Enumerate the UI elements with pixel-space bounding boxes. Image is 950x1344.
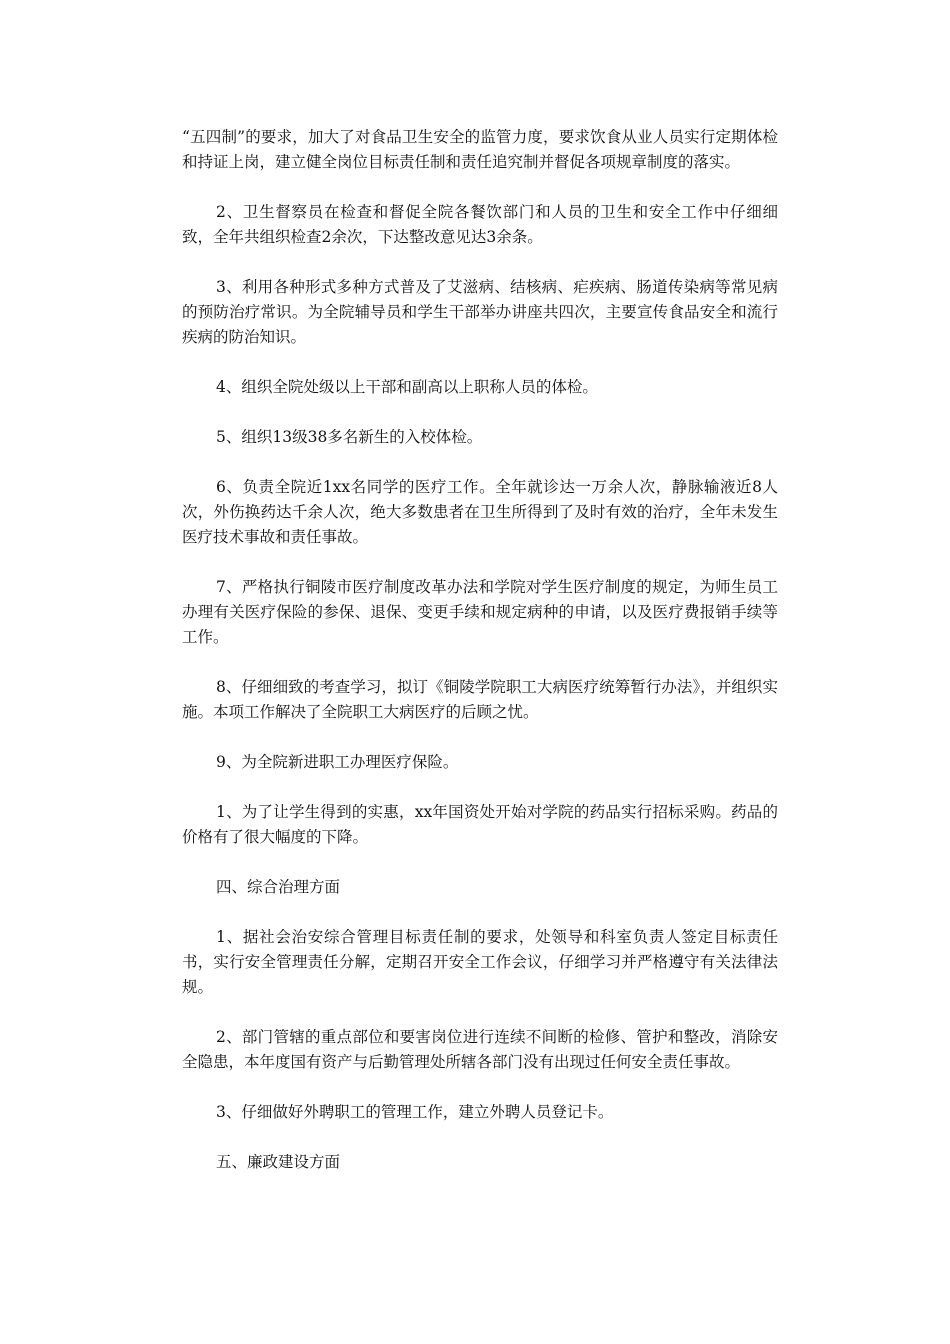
- document-body: [182, 125, 778, 1200]
- paragraph-item-4-staff-checkup: 4、组织全院处级以上干部和副高以上职称人员的体检。: [216, 378, 598, 396]
- paragraph-item-3-contract-staff: 3、仔细做好外聘职工的管理工作，建立外聘人员登记卡。: [216, 1103, 614, 1121]
- paragraph-item-1-drug-procurement: 1、为了让学生得到的实惠，xx年国资处开始对学院的药品实行招标采购。药品的价格有了很大幅度的下降。: [182, 803, 778, 846]
- paragraph-item-8-regulations: 8、仔细细致的考查学习，拟订《铜陵学院职工大病医疗统筹暂行办法》，并组织实施。本项工作解决了全院职工大病医疗的后顾之忧。: [182, 678, 778, 721]
- paragraph-item-1-security-responsibility: 1、据社会治安综合管理目标责任制的要求，处领导和科室负责人签定目标责任书，实行安全管理责任分解，定期召开安全工作会议，仔细学习并严格遵守有关法律法规。: [182, 928, 778, 996]
- paragraph-item-3-health-education: 3、利用各种形式多种方式普及了艾滋病、结核病、疟疾病、肠道传染病等常见病的预防治疗常识。为全院辅导员和学生干部举办讲座共四次，主要宣传食品安全和流行疾病的防治知识。: [182, 278, 778, 346]
- paragraph-item-6-medical-work: 6、负责全院近1xx名同学的医疗工作。全年就诊达一万余人次，静脉输液近8人次，外伤换药达千余人次，绝大多数患者在卫生所得到了及时有效的治疗，全年未发生医疗技术事故和责任事故。: [182, 478, 778, 546]
- paragraph-item-2-maintenance: 2、部门管辖的重点部位和要害岗位进行连续不间断的检修、管护和整改，消除安全隐患，本年度国有资产与后勤管理处所辖各部门没有出现过任何安全责任事故。: [182, 1028, 778, 1071]
- paragraph-item-2-inspection: 2、卫生督察员在检查和督促全院各餐饮部门和人员的卫生和安全工作中仔细细致，全年共组织检查2余次，下达整改意见达3余条。: [182, 203, 778, 246]
- paragraph-item-5-student-checkup: 5、组织13级38多名新生的入校体检。: [216, 428, 483, 446]
- paragraph-item-9-new-staff-insurance: 9、为全院新进职工办理医疗保险。: [216, 753, 459, 771]
- section-heading-integrity: 五、廉政建设方面: [216, 1153, 341, 1171]
- paragraph-continuation: “五四制”的要求，加大了对食品卫生安全的监管力度，要求饮食从业人员实行定期体检和持证上岗，建立健全岗位目标责任制和责任追究制并督促各项规章制度的落实。: [182, 128, 778, 171]
- section-heading-comprehensive-management: 四、综合治理方面: [216, 878, 341, 896]
- paragraph-item-7-medical-insurance: 7、严格执行铜陵市医疗制度改革办法和学院对学生医疗制度的规定，为师生员工办理有关医疗保险的参保、退保、变更手续和规定病种的申请，以及医疗费报销手续等工作。: [182, 578, 778, 646]
